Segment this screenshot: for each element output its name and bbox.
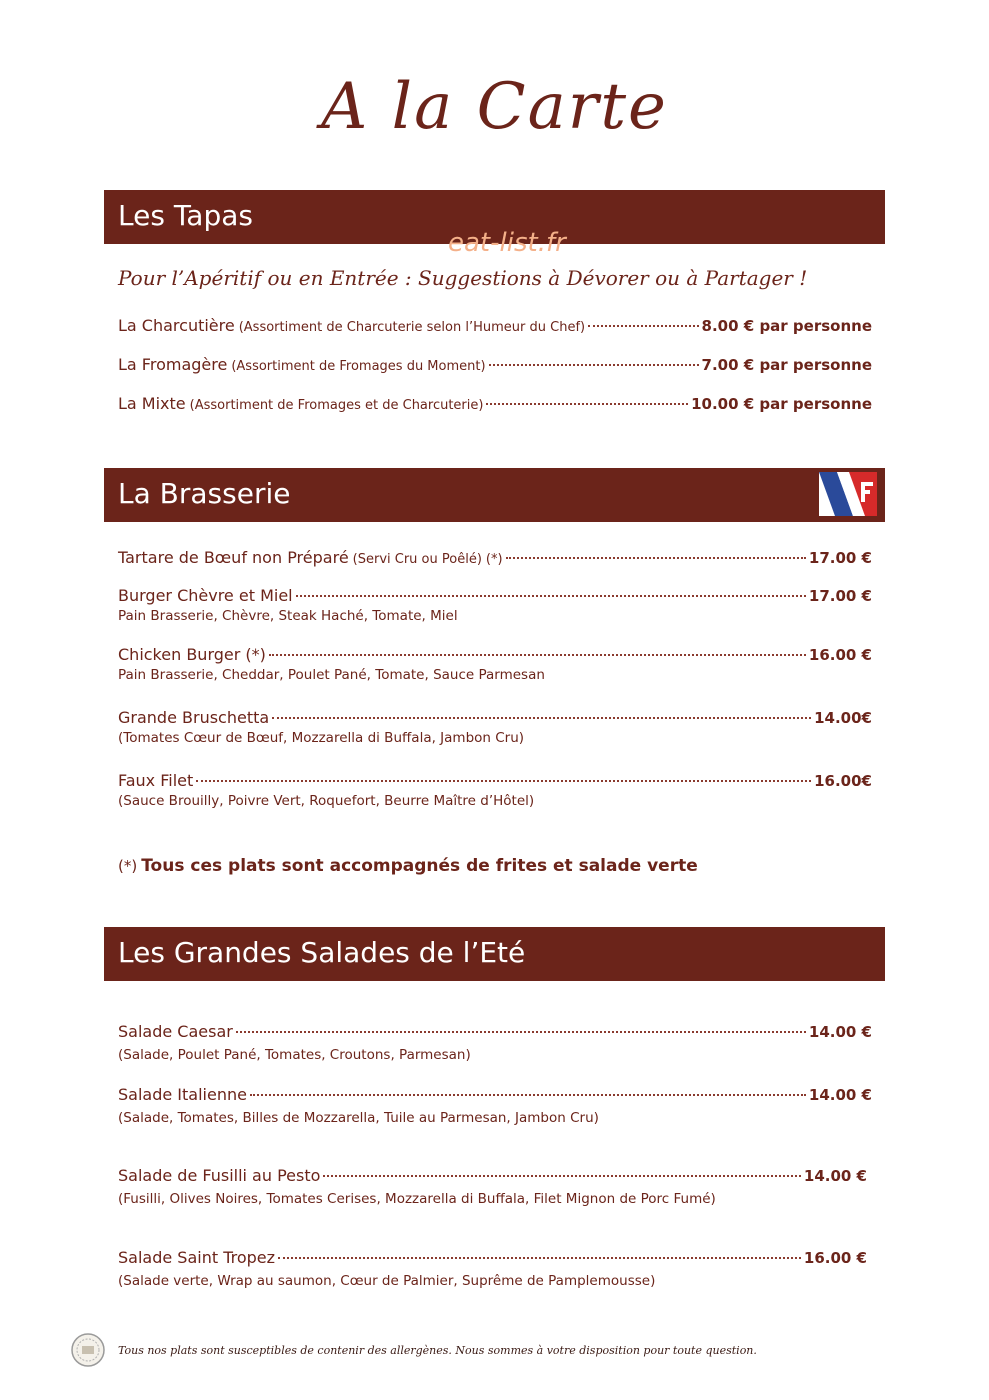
dot-leader — [278, 1257, 801, 1259]
item-name: Salade de Fusilli au Pesto — [118, 1166, 321, 1185]
item-price: 14.00 € — [808, 1086, 872, 1104]
dot-leader — [236, 1031, 806, 1033]
item-name: Tartare de Bœuf non Préparé — [118, 548, 349, 567]
menu-item — [118, 1166, 867, 1207]
menu-item — [118, 548, 872, 567]
item-price: 16.00 € — [803, 1249, 867, 1267]
dot-leader — [196, 780, 811, 782]
item-price: 17.00 € — [808, 587, 872, 605]
item-price: 14.00 € — [803, 1167, 867, 1185]
menu-item — [118, 1248, 867, 1289]
section-header-brasserie — [104, 468, 885, 522]
menu-item — [118, 394, 872, 413]
menu-item — [118, 708, 872, 746]
item-description: (Assortiment de Charcuterie selon l’Humeur du Chef) — [238, 320, 586, 335]
item-name: Salade Saint Tropez — [118, 1248, 276, 1267]
item-price: 10.00 € par personne — [691, 395, 872, 413]
dot-leader — [489, 364, 699, 366]
dot-leader — [296, 595, 806, 597]
item-price: 14.00€ — [814, 709, 872, 727]
item-name: Chicken Burger (*) — [118, 645, 266, 664]
item-ingredients: (Tomates Cœur de Bœuf, Mozzarella di Buffala, Jambon Cru) — [118, 730, 525, 746]
seal-icon — [70, 1332, 106, 1368]
allergen-notice: Tous nos plats sont susceptibles de contenir des allergènes. Nous sommes à votre disposition pour toute question. — [118, 1344, 757, 1357]
item-price: 16.00€ — [814, 772, 872, 790]
item-price: 14.00 € — [808, 1023, 872, 1041]
item-marker: (*) — [485, 552, 503, 567]
watermark: eat-list.fr — [448, 228, 566, 258]
tapas-tagline: Pour l’Apéritif ou en Entrée : Suggestions à Dévorer ou à Partager ! — [118, 266, 808, 290]
item-name: Burger Chèvre et Miel — [118, 586, 293, 605]
menu-item — [118, 771, 872, 809]
item-ingredients: Pain Brasserie, Cheddar, Poulet Pané, Tomate, Sauce Parmesan — [118, 667, 545, 683]
section-header-salades — [104, 927, 885, 981]
item-ingredients: (Sauce Brouilly, Poivre Vert, Roquefort, Beurre Maître d’Hôtel) — [118, 793, 535, 809]
item-ingredients: (Salade verte, Wrap au saumon, Cœur de Palmier, Suprême de Pamplemousse) — [118, 1273, 656, 1289]
dot-leader — [250, 1094, 806, 1096]
dot-leader — [588, 325, 698, 327]
item-name: Faux Filet — [118, 771, 194, 790]
item-ingredients: Pain Brasserie, Chèvre, Steak Haché, Tomate, Miel — [118, 608, 458, 624]
dot-leader — [269, 654, 806, 656]
note-marker: (*) — [118, 857, 138, 875]
section-title: Les Grandes Salades de l’Eté — [118, 936, 526, 969]
dot-leader — [486, 403, 688, 405]
dot-leader — [323, 1175, 800, 1177]
page-title: A la Carte — [321, 70, 668, 144]
note-text: Tous ces plats sont accompagnés de frites et salade verte — [141, 856, 698, 876]
item-price: 17.00 € — [808, 549, 872, 567]
item-name: La Mixte — [118, 394, 186, 413]
menu-item — [118, 1022, 872, 1063]
menu-item — [118, 586, 872, 624]
item-description: (Servi Cru ou Poêlé) — [352, 552, 482, 567]
item-description: (Assortiment de Fromages et de Charcuterie) — [189, 398, 484, 413]
item-price: 16.00 € — [808, 646, 872, 664]
item-name: Salade Italienne — [118, 1085, 247, 1104]
item-name: Grande Bruschetta — [118, 708, 270, 727]
item-price: 8.00 € par personne — [701, 317, 872, 335]
item-description: (Assortiment de Fromages du Moment) — [231, 359, 486, 374]
section-title: La Brasserie — [118, 477, 291, 510]
french-origin-flag-icon — [819, 472, 877, 516]
menu-item — [118, 355, 872, 374]
item-ingredients: (Fusilli, Olives Noires, Tomates Cerises, Mozzarella di Buffala, Filet Mignon de Porc Fumé) — [118, 1191, 716, 1207]
item-price: 7.00 € par personne — [701, 356, 872, 374]
section-title: Les Tapas — [118, 199, 253, 232]
menu-item — [118, 645, 872, 683]
item-ingredients: (Salade, Tomates, Billes de Mozzarella, Tuile au Parmesan, Jambon Cru) — [118, 1110, 599, 1126]
menu-item — [118, 316, 872, 335]
dot-leader — [272, 717, 811, 719]
item-ingredients: (Salade, Poulet Pané, Tomates, Croutons, Parmesan) — [118, 1047, 471, 1063]
item-name: Salade Caesar — [118, 1022, 233, 1041]
menu-item — [118, 1085, 872, 1126]
item-name: La Charcutière — [118, 316, 235, 335]
item-name: La Fromagère — [118, 355, 228, 374]
dot-leader — [506, 557, 806, 559]
brasserie-note — [118, 856, 698, 876]
